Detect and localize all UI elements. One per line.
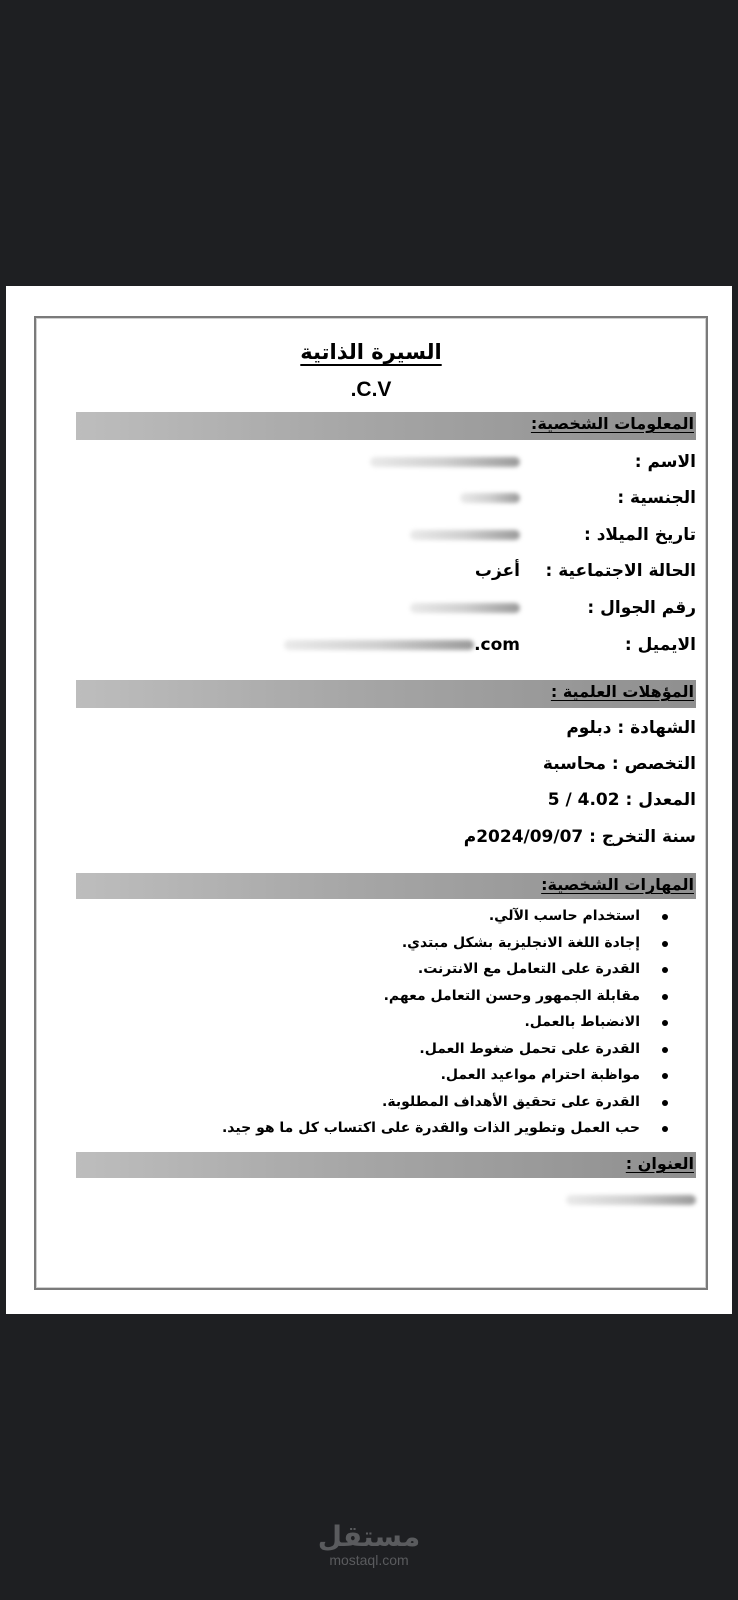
personal-info-heading: المعلومات الشخصية: — [530, 414, 694, 433]
qualifications-heading: المؤهلات العلمية : — [550, 682, 694, 701]
skills-header-bar — [76, 873, 696, 899]
field-value-marital-status: أعزب — [474, 561, 520, 581]
skill-item: استخدام حاسب الآلي. — [222, 908, 680, 935]
redacted-name — [370, 457, 520, 467]
skills-list — [222, 908, 680, 1147]
redacted-birthdate — [410, 530, 520, 540]
cv-border-frame — [34, 316, 708, 1290]
field-value-email — [284, 635, 520, 655]
cv-subtitle: C.V. — [350, 378, 392, 401]
field-label-mobile: رقم الجوال : — [587, 598, 696, 618]
skill-item: القدرة على التعامل مع الانترنت. — [222, 961, 680, 988]
field-value-birthdate — [410, 525, 520, 545]
skill-item: حب العمل وتطوير الذات والقدرة على اكتساب كل ما هو جيد. — [222, 1120, 680, 1147]
skill-item: مقابلة الجمهور وحسن التعامل معهم. — [222, 988, 680, 1015]
address-value — [76, 1190, 696, 1218]
skill-item: إجادة اللغة الانجليزية بشكل مبتدي. — [222, 935, 680, 962]
skill-item: مواظبة احترام مواعيد العمل. — [222, 1067, 680, 1094]
qualification-graduation-year: سنة التخرج : 2024/09/07م — [463, 827, 696, 847]
redacted-address-wrap — [566, 1190, 696, 1210]
redacted-mobile — [410, 603, 520, 613]
field-label-nationality: الجنسية : — [617, 488, 696, 508]
qualification-major: التخصص : محاسبة — [542, 754, 696, 774]
field-row-birthdate — [76, 525, 696, 553]
redacted-nationality — [460, 493, 520, 503]
watermark-arabic: مستقل — [317, 1520, 421, 1553]
email-suffix: .com — [474, 635, 520, 655]
field-label-name: الاسم : — [634, 452, 696, 472]
qualifications-header-bar — [76, 680, 696, 708]
field-label-birthdate: تاريخ الميلاد : — [583, 525, 696, 545]
address-heading: العنوان : — [625, 1154, 694, 1173]
field-value-name — [370, 452, 520, 472]
field-value-mobile — [410, 598, 520, 618]
qualification-degree: الشهادة : دبلوم — [566, 718, 696, 738]
field-row-marital-status — [76, 561, 696, 589]
field-value-nationality — [460, 488, 520, 508]
field-label-marital-status: الحالة الاجتماعية : — [545, 561, 696, 581]
redacted-address — [566, 1195, 696, 1205]
redacted-email — [284, 640, 474, 650]
field-row-mobile — [76, 598, 696, 626]
field-label-email: الايميل : — [624, 635, 696, 655]
address-header-bar — [76, 1152, 696, 1178]
skill-item: الانضباط بالعمل. — [222, 1014, 680, 1041]
skill-item: القدرة على تحقيق الأهداف المطلوبة. — [222, 1094, 680, 1121]
personal-info-header-bar — [76, 412, 696, 440]
mostaql-watermark — [0, 1522, 738, 1568]
skill-item: القدرة على تحمل ضغوط العمل. — [222, 1041, 680, 1068]
cv-title: السيرة الذاتية — [300, 340, 442, 364]
skills-heading: المهارات الشخصية: — [541, 875, 694, 894]
cv-page — [6, 286, 732, 1314]
field-row-name — [76, 452, 696, 480]
qualification-gpa: المعدل : 4.02 / 5 — [547, 790, 696, 810]
field-row-nationality — [76, 488, 696, 516]
field-row-email — [76, 635, 696, 663]
watermark-latin: mostaql.com — [329, 1552, 409, 1568]
